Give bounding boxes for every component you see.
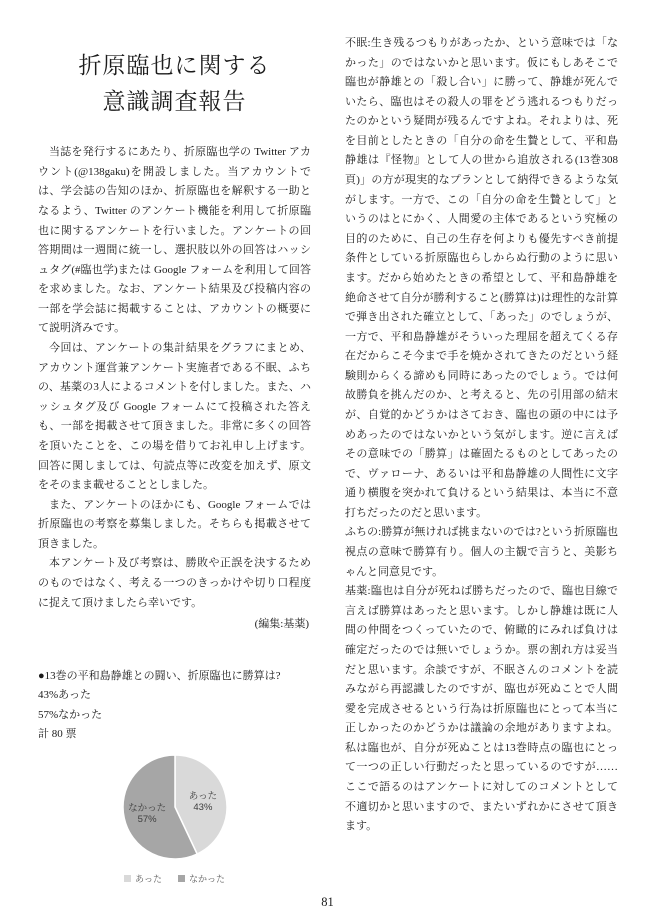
two-column-layout — [38, 34, 618, 885]
pie-slice-label-1: なかった 57% — [127, 803, 166, 826]
intro-paragraph-3: また、アンケートのほかにも、Google フォームでは折原臨也の考察を募集しました。そちらも掲載させて頂きました。 — [38, 498, 311, 550]
commenter-name-motogusuri: 基薬 — [345, 585, 368, 598]
pie-chart-svg — [90, 749, 260, 865]
intro-paragraph-4: 本アンケート及び考察は、勝敗や正誤を決するためのものではなく、考える一つのきっかけや切り口程度に捉えて頂けましたら幸いです。 — [38, 557, 311, 609]
commenter-name-fumin: 不眠 — [345, 37, 368, 49]
survey-total-votes: 計 80 票 — [38, 728, 77, 741]
legend-swatch-atta-icon — [124, 875, 131, 882]
survey-results-block — [38, 667, 311, 745]
report-title-line1: 折原臨也に関する — [78, 53, 271, 78]
comment-text-fuchino: :勝算が無ければ挑まないのでは?という折原臨也視点の意味で勝算有り。個人の主観で言うと、美影ちゃんと同意見です。 — [345, 526, 619, 578]
chart-legend — [38, 872, 311, 885]
commenter-name-fuchino: ふちの — [345, 526, 379, 539]
legend-item-atta — [124, 872, 162, 885]
report-title — [38, 48, 311, 119]
left-column — [38, 34, 311, 885]
intro-paragraph-2: 今回は、アンケートの集計結果をグラフにまとめ、アカウント運営兼アンケート実施者である不眠、ふちの、基薬の3人によるコメントを付しました。また、ハッシュタグ及び Google フォームにて投稿された答えも、一部を掲載させて頂きました。非常に多くの回答を頂いたことを、この場を借りてお礼申し上げます。回答に関しましては、句読点等に改変を加えず、原文をそのまま載せることとしました。 — [38, 342, 311, 492]
comment-paragraph-fumin — [345, 34, 618, 523]
comment-paragraph-motogusuri — [345, 582, 618, 837]
intro-paragraph-1: 当誌を発行するにあたり、折原臨也学の Twitter アカウント(@138gaku)を開設しました。当アカウントでは、学会誌の告知のほか、折原臨也を解釈する一助となるよう、Twitter のアンケート機能を利用して折原臨也に関するアンケートを行いました。アンケートの回答期間は一週間に統一し、選択肢以外の回答はハッシュタグ(#臨也学)または Google フォームを利用して回答を求めました。なお、アンケート結果及び投稿内容の一部を学会誌に掲載することは、アカウントの概要にて説明済みです。 — [38, 146, 311, 335]
survey-pie-chart — [38, 749, 311, 885]
pie-slice-label-0: あった 43% — [188, 790, 217, 813]
survey-result-nakatta: 57%なかった — [38, 708, 103, 721]
legend-label-atta: あった — [135, 874, 162, 885]
legend-swatch-nakatta-icon — [178, 875, 185, 882]
legend-label-nakatta: なかった — [188, 874, 225, 885]
comment-text-fumin: :生き残るつもりがあったか、という意味では「なかった」のではないかと思います。仮にもしあそこで臨也が静雄との「殺し合い」に勝って、静雄が死んでいたら、臨也はその殺人の罪をどう逃れるつもりだったのかという疑問が残るんですよね。それよりは、死を目前としたときの「自分の命を生贄として、平和島静雄は『怪物』として人の世から追放される(13巻308頁)」の方が現実的なプランとして納得できるような気がします。一方で、この「自分の命を生贄として」というのはとにかく、人間愛の主体であるという究極の目的のために、自己の生存を何よりも優先すべき前提条件としている折原臨也らしからぬ行動のように思います。だから始めたときの希望として、平和島静雄を絶命させて自分が勝利すること(勝算は)は理性的な計算で弾き出された確立として、「あった」のでしょうが、一方で、平和島静雄がそういった理屈を超えてくる存在だからこそ今まで手を焼かされてきたのだという経験則からくる諦めも同時にあったのでしょう。では何故勝負を挑んだのか、と考えると、先の引用部の結末が、自覚的かどうかはさておき、臨也の頭の中には予めあったのではないかという気がします。逆に言えばその意味での「勝算」は確固たるものとしてあったので、ヴァローナ、あるいは平和島静雄の人間性に文字通り横腹を突かれて負けるという結果は、本当に不意打ちだったのだと思います。 — [345, 37, 618, 519]
survey-question: ●13巻の平和島静雄との闘い、折原臨也に勝算は? — [38, 669, 281, 682]
legend-item-nakatta — [178, 872, 225, 885]
right-column — [345, 34, 618, 885]
survey-result-atta: 43%あった — [38, 689, 92, 702]
page-number: 81 — [321, 895, 334, 909]
comment-text-motogusuri: :臨也は自分が死ねば勝ちだったので、臨也目線で言えば勝算はあったと思います。しかし静雄は既に人間の仲間をつくっていたので、俯瞰的にみれば負けは確定だったのでは無いでしょうか。票の割れ方は妥当だと思います。余談ですが、不眠さんのコメントを読みながら再認識したのですが、臨也が死ぬことで人間愛を完成させるという行為は折原臨也にとって本当に正しかったのかどうかは議論の余地がありますよね。私は臨也が、自分が死ぬことは13巻時点の臨也にとって一つの正しい行動だったと思っているのですが……ここで語るのはアンケートに対してのコメントとして不適切かと思いますので、またいずれかにさせて頂きます。 — [345, 585, 618, 833]
comment-paragraph-fuchino — [345, 523, 618, 582]
editor-credit: (編集:基薬) — [254, 618, 309, 631]
report-title-line2: 意識調査報告 — [102, 88, 247, 114]
